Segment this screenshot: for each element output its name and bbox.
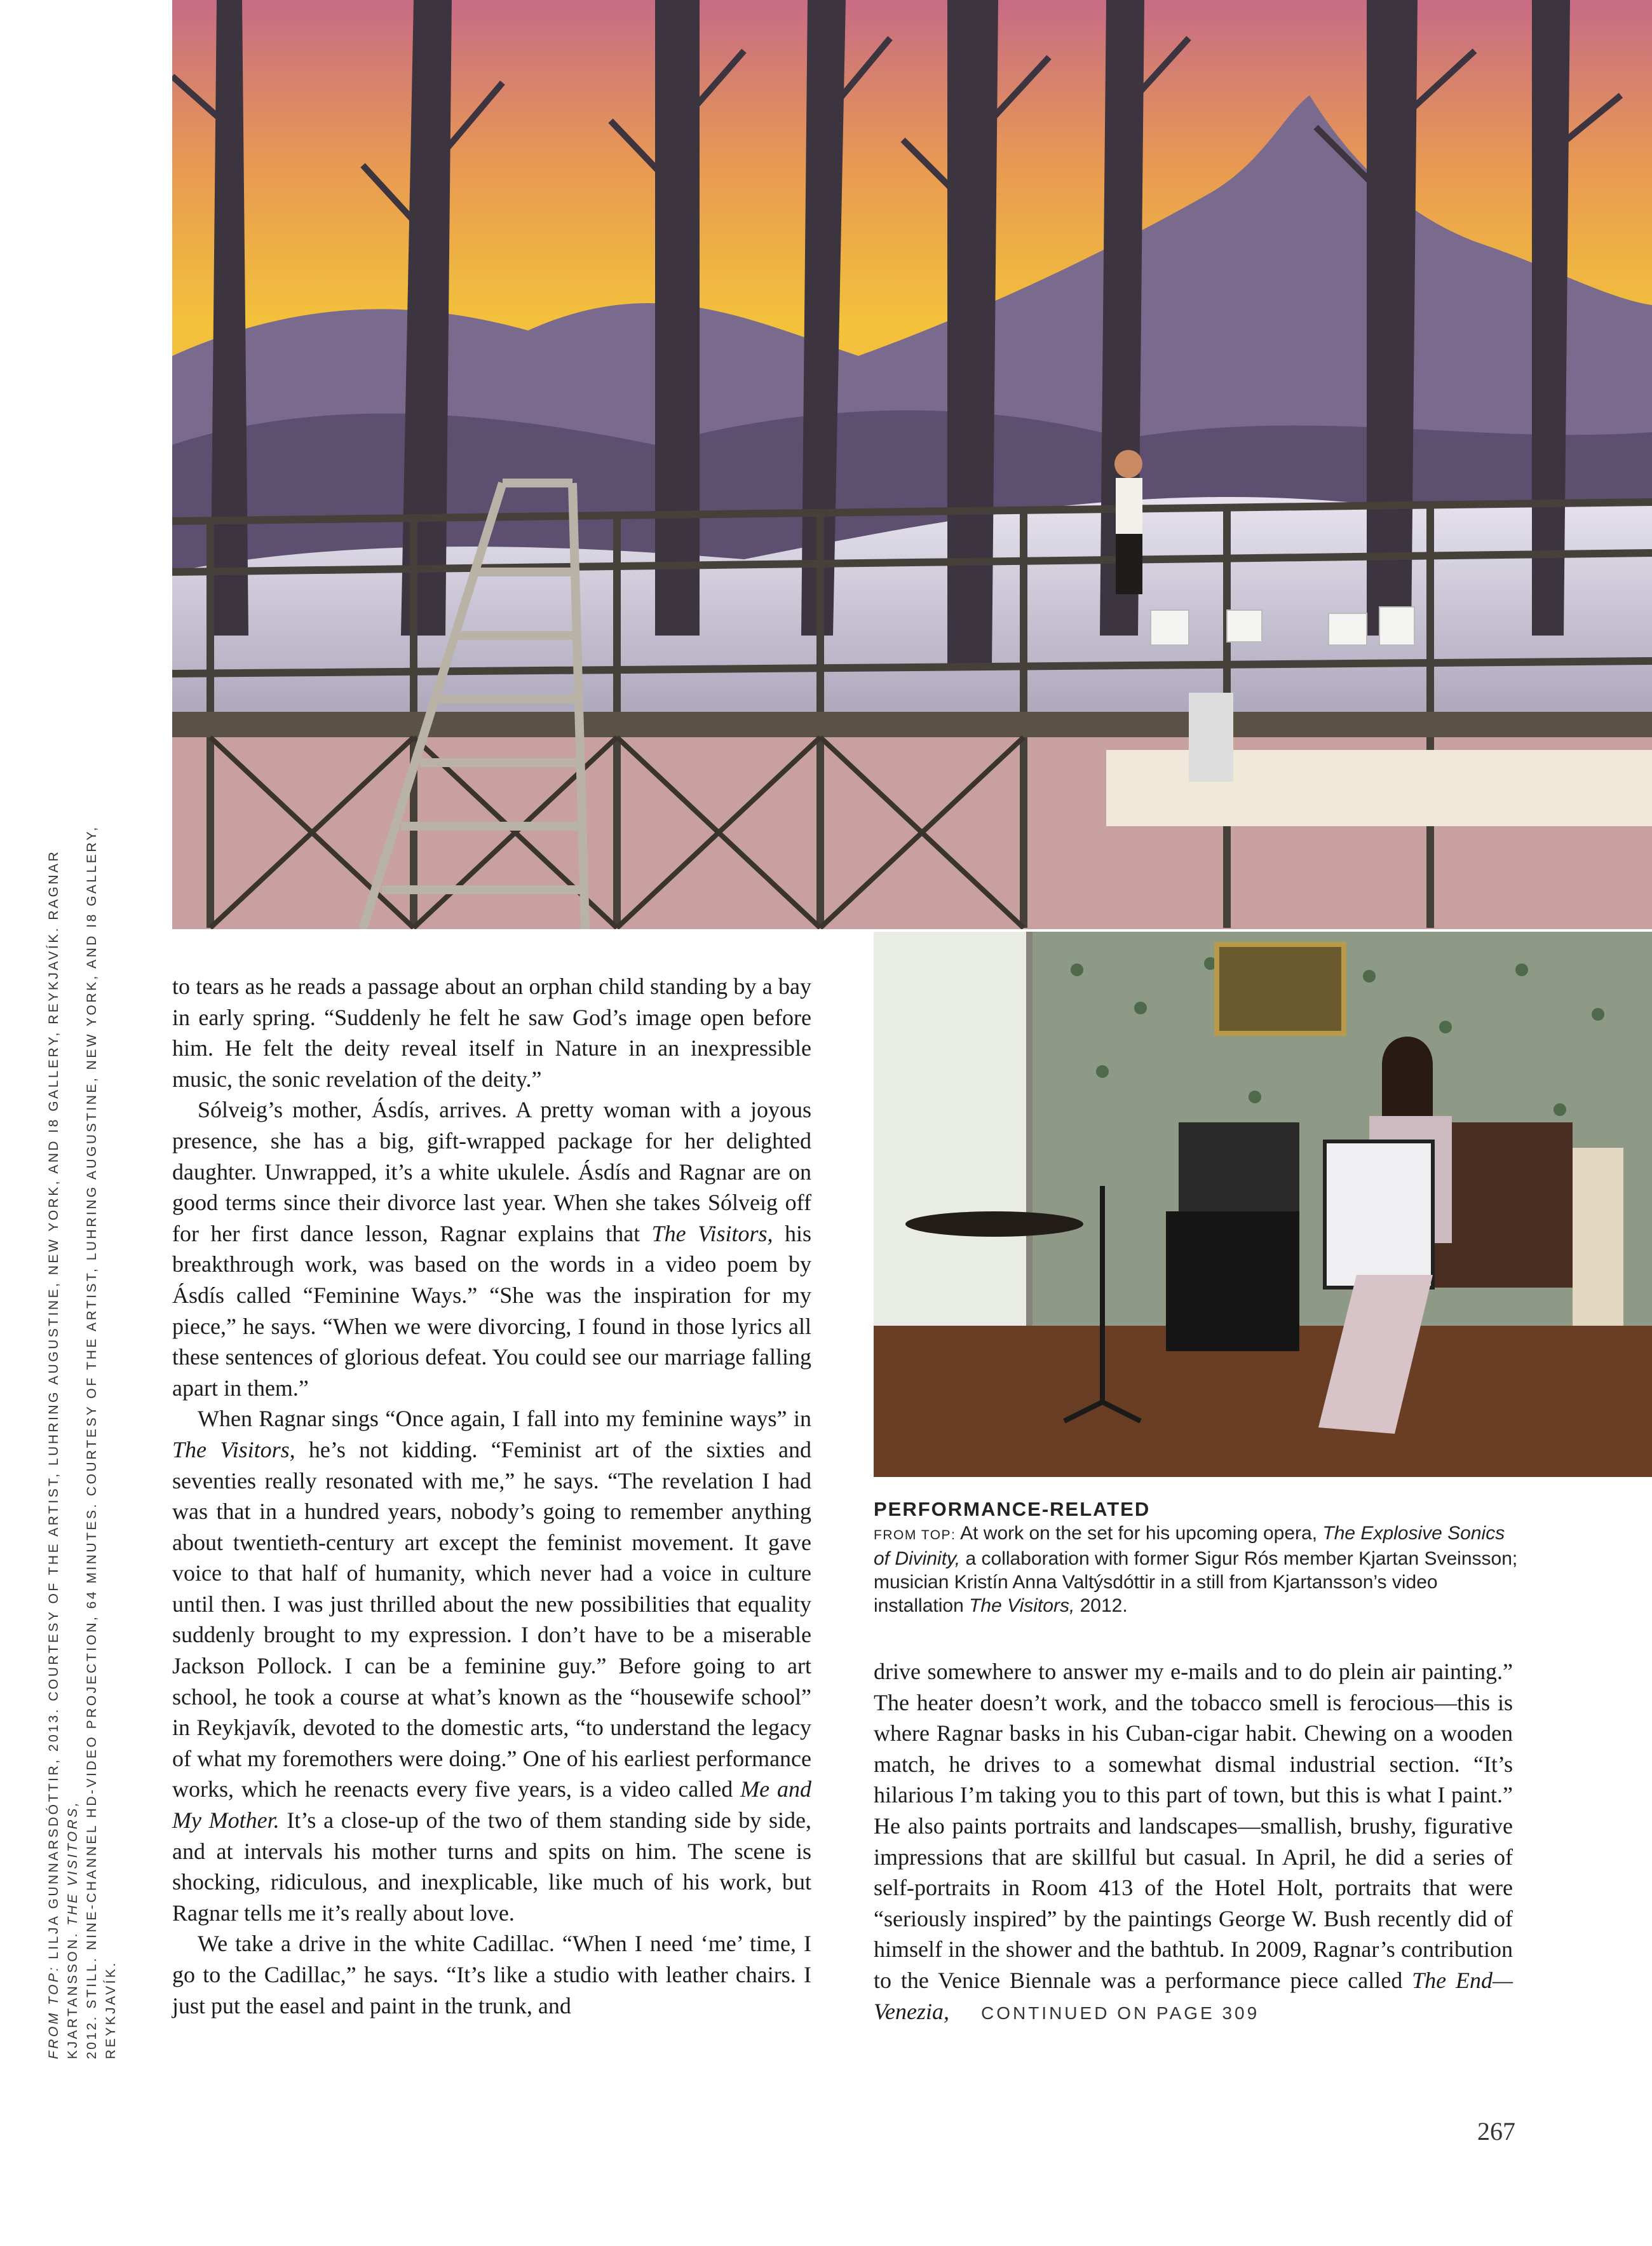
paragraph-4: We take a drive in the white Cadillac. “When I need ‘me’ time, I go to the Cadillac,” he says. “It’s like a studio with leather chairs. I just put the easel and paint in the trunk, and: [172, 1931, 811, 2018]
window: [874, 932, 1026, 1377]
work-table: [1106, 750, 1652, 826]
painter-figure: [1114, 450, 1142, 594]
amplifier: [1179, 1122, 1299, 1211]
photo-caption: [874, 1497, 1522, 1617]
article-column-left: [172, 971, 811, 2021]
paragraph-5: drive somewhere to answer my e-mails and to do plein air painting.” The heater doesn’t work, and the tobacco smell is ferocious—this is where Ragnar basks in his Cuban-cigar habit. Chewing on a wooden match, he drives to a somewhat dismal industrial section. “It’s hilarious I’m taking you to this part of town, but this is what I paint.” He also paints portraits and landscapes—smallish, brushy, figurative impressions that are skillful but casual. In April, he did a series of self-portraits in Room 413 of the Hotel Holt, portraits that were “seriously inspired” by the paintings George W. Bush recently did of himself in the shower and the bathtub. In 2009, Ragnar’s contribution to the Venice Biennale was a performance piece called The End—Venezia, CONTINUED ON PAGE 309: [874, 1659, 1513, 2024]
equipment-case: [1166, 1211, 1299, 1351]
side-table: [905, 1211, 1083, 1237]
accordion: [1325, 1141, 1433, 1288]
photo-credit-line-1: FROM TOP: LILJA GUNNARSDÓTTIR, 2013. COURTESY OF THE ARTIST, LUHRING AUGUSTINE, NEW YORK, AND I8 GALLERY, REYKJAVÍK. RAGNAR KJARTANSSON. THE VISITORS,: [46, 849, 80, 2059]
musician-illustration: [874, 932, 1652, 1477]
top-photo-set-painting: [172, 0, 1652, 929]
continued-jump-line: CONTINUED ON PAGE 309: [980, 2003, 1260, 2023]
article-column-right: [874, 1656, 1513, 2029]
framed-painting: [1217, 944, 1344, 1033]
caption-body: FROM TOP: At work on the set for his upcoming opera, The Explosive Sonics of Divinity, a collaboration with former Sigur Rós member Kjartan Sveinsson; musician Kristín Anna Valtýsdóttir in a still from Kjartansson’s video installation The Visitors, 2012.: [874, 1523, 1518, 1616]
set-painting-illustration: [172, 0, 1652, 929]
page-number: 267: [1477, 2117, 1515, 2146]
photo-credit-vertical: [44, 788, 118, 2059]
photo-credit-line-2: 2012. STILL. NINE-CHANNEL HD-VIDEO PROJECTION, 64 MINUTES. COURTESY OF THE ARTIST, LUHRING AUGUSTINE, NEW YORK, AND I8 GALLERY, REYKJAVÍK.: [85, 825, 118, 2059]
paragraph-3: When Ragnar sings “Once again, I fall into my feminine ways” in The Visitors, he’s not kidding. “Feminist art of the sixties and seventies really resonated with me,” he says. “The revelation I had was that in a hundred years, nobody’s going to remember anything about twentieth-century art except the feminist movement. It gave voice to that half of humanity, which never had a voice in culture until then. I was just thrilled about the new possibilities that equality suddenly brought to my expression. I don’t have to be a miserable Jackson Pollock. I can be a feminine guy.” Before going to art school, he took a course at what’s known as the “housewife school” in Reykjavík, devoted to the domestic arts, “to understand the legacy of what my foremothers were doing.” One of his earliest performance works, which he reenacts every five years, is a video called Me and My Mother. It’s a close-up of the two of them standing side by side, and at intervals his mother turns and spits on him. The scene is shocking, ridiculous, and inexplicable, like much of his work, but Ragnar tells me it’s really about love.: [172, 1406, 812, 1926]
paragraph-2: Sólveig’s mother, Ásdís, arrives. A pretty woman with a joyous presence, she has a big, gift-wrapped package for her delighted daughter. Unwrapped, it’s a white ukulele. Ásdís and Ragnar are on good terms since their divorce last year. When she takes Sólveig off for her first dance lesson, Ragnar explains that The Visitors, his breakthrough work, was based on the words in a video poem by Ásdís called “Feminine Ways.” “She was the inspiration for my piece,” he says. “When we were divorcing, I found in those lyrics all these sentences of glorious defeat. You could see our marriage falling apart in them.”: [172, 1097, 811, 1401]
caption-heading: PERFORMANCE-RELATED: [874, 1498, 1151, 1520]
bottom-photo-musician: [874, 932, 1652, 1477]
paragraph-1: to tears as he reads a passage about an orphan child standing by a bay in early spring. “Suddenly he felt he saw God’s image open before him. He felt the deity reveal itself in Nature in an inexpressible music, the sonic revelation of the deity.”: [172, 974, 811, 1092]
